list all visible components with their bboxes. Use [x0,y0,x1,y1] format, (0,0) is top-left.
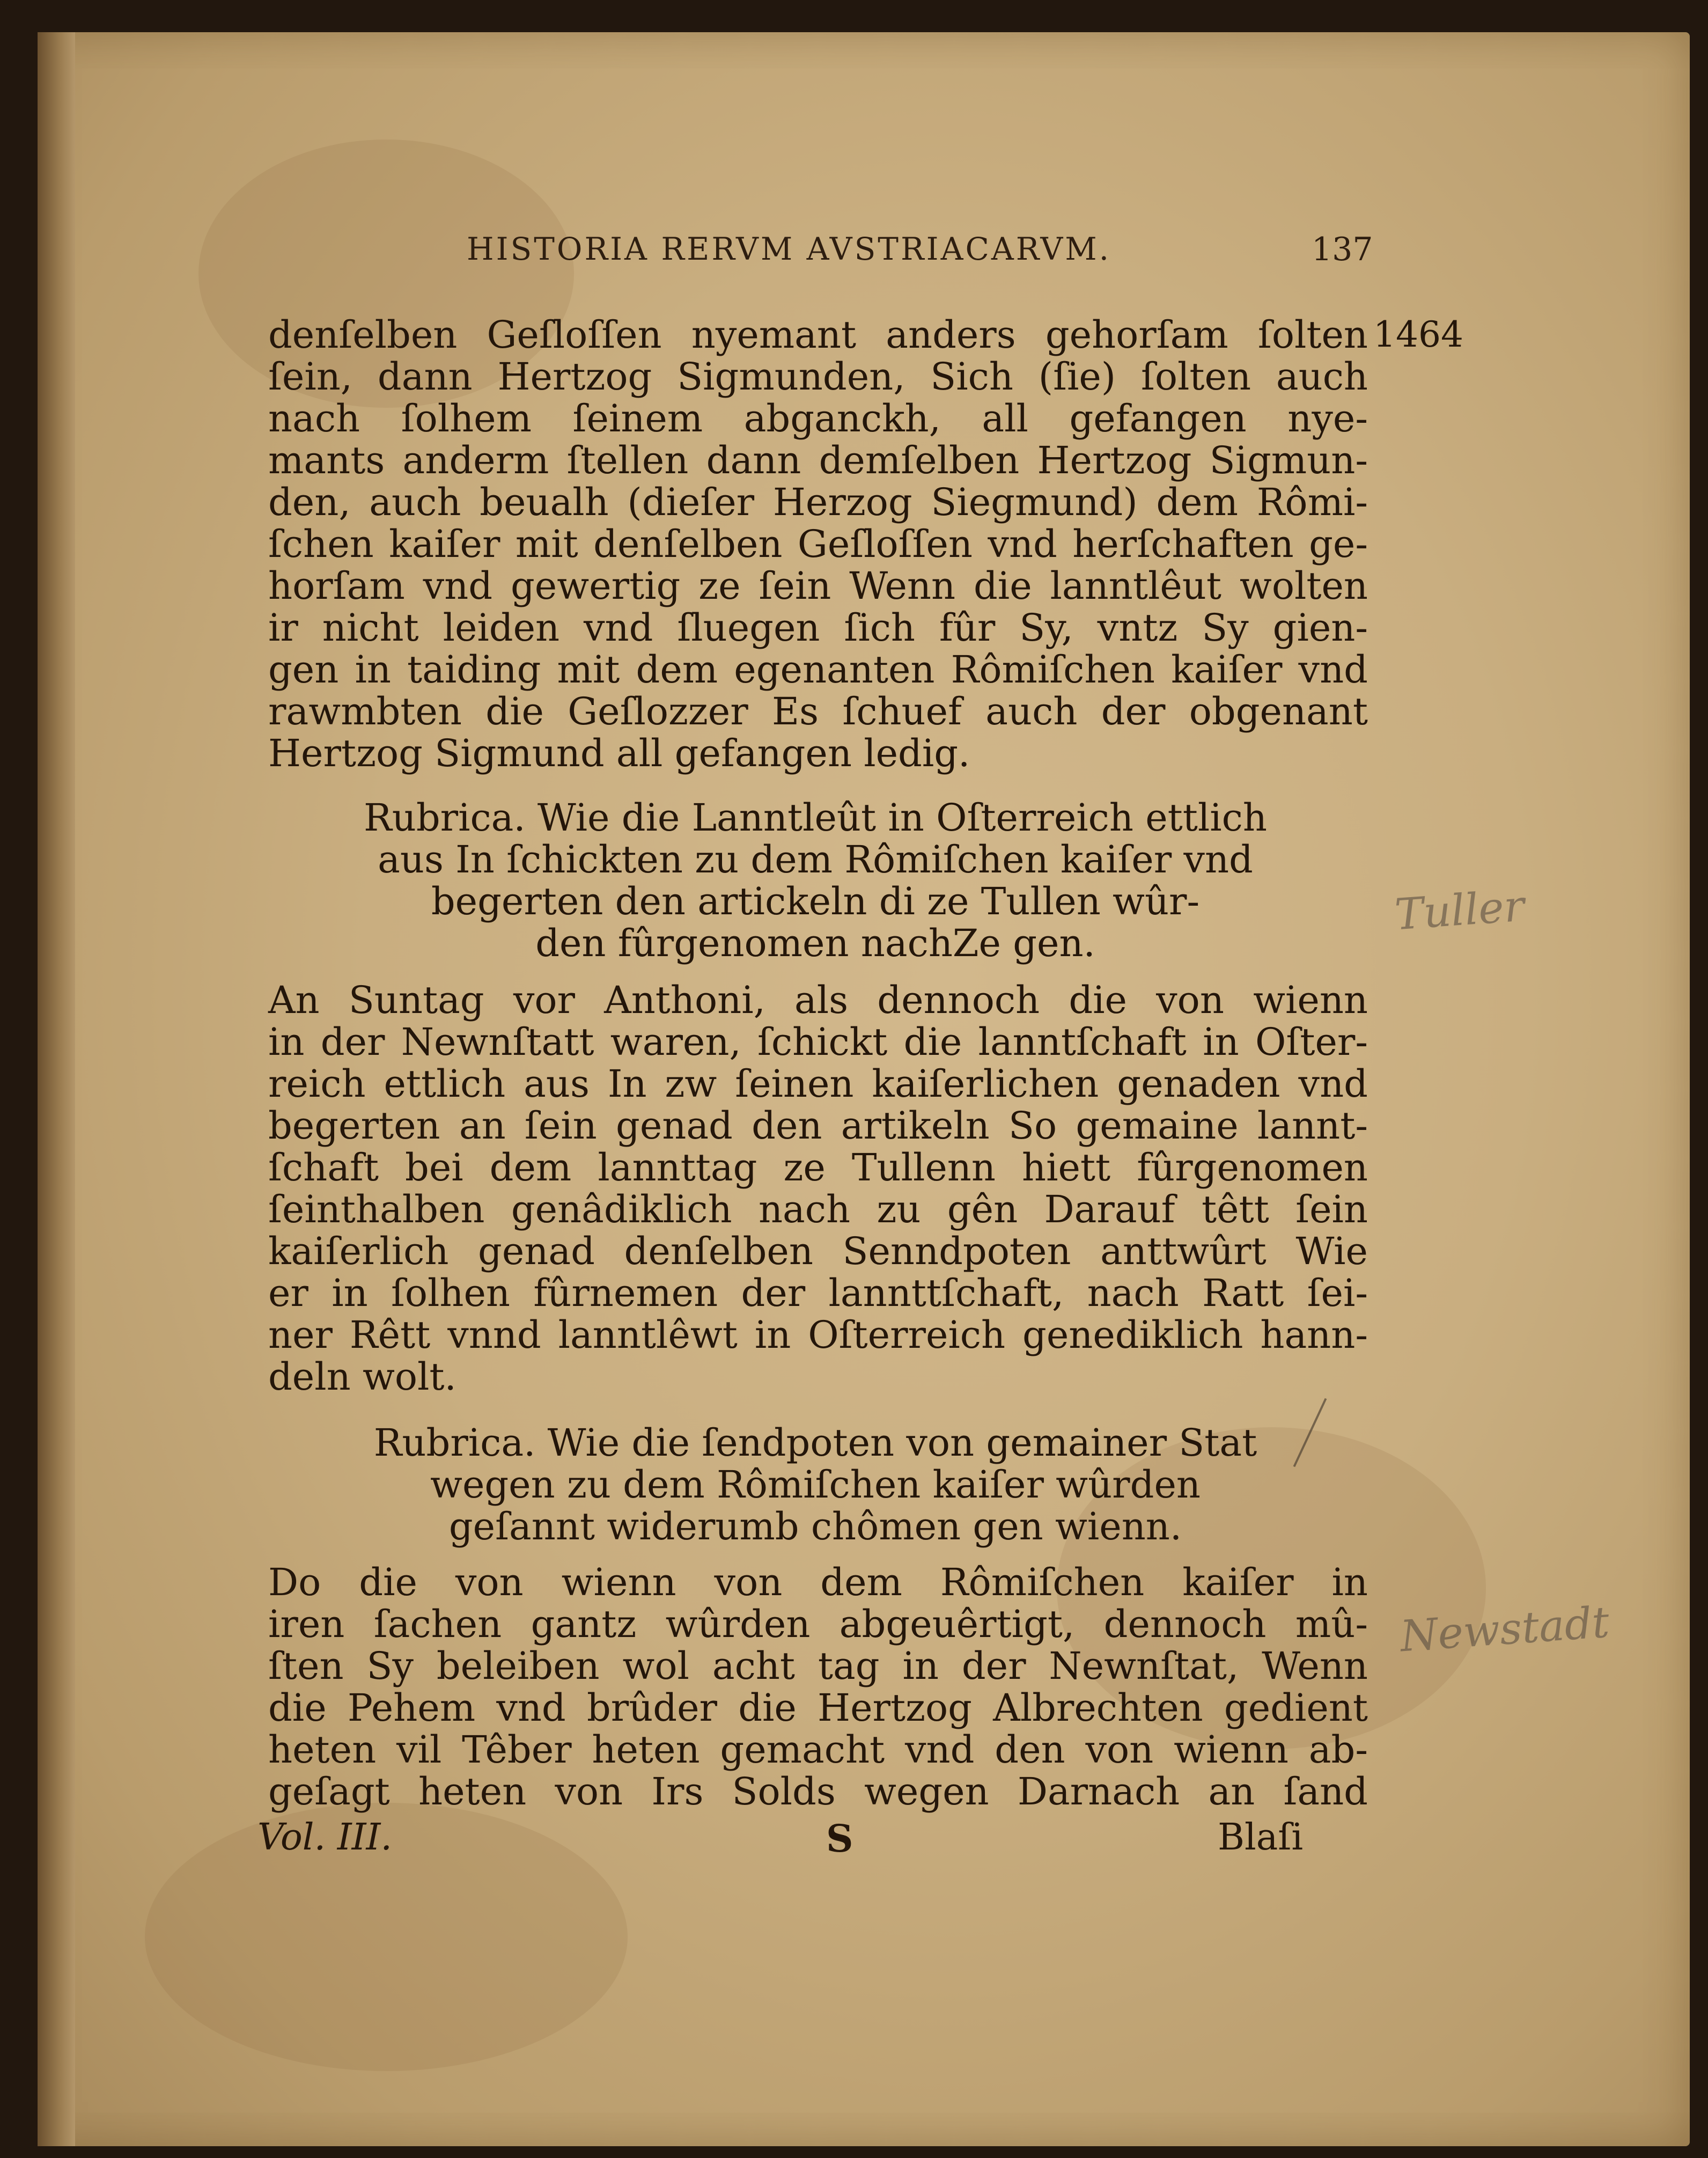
text-line: Hertzog Sigmund all gefangen ledig. [268,731,970,775]
text-line: geſagt heten von Irs Solds wegen Darnach an ſand [268,1770,1368,1814]
signature-mark: S [826,1816,853,1861]
pencil-note-tullen: Tuller [1393,880,1526,940]
text-line: ſchen kaiſer mit denſelben Geſloſſen vnd herſchaften ge- [268,522,1368,566]
rubric-line: geſannt widerumb chômen gen wienn. [448,1504,1182,1548]
rubric-line: den fûrgenomen nachZe gen. [535,921,1095,965]
text-line: deln wolt. [268,1355,457,1399]
text-line: mants anderm ſtellen dann demſelben Hertzog Sigmun- [268,438,1368,482]
catchword: Blaſi [1218,1816,1304,1859]
text-line: gen in taiding mit dem egenanten Rômiſchen kaiſer vnd [268,648,1368,692]
text-line: horſam vnd gewertig ze ſein Wenn die lanntlêut wolten [268,564,1368,608]
text-line: ſten Sy beleiben wol acht tag in der Newnſtat, Wenn [268,1644,1368,1688]
rubric-line: Rubrica. Wie die ſendpoten von gemainer Stat [373,1421,1257,1465]
volume-label: Vol. III. [257,1816,392,1859]
text-line: in der Newnſtatt waren, ſchickt die lanntſchaft in Oſter- [268,1020,1368,1064]
text-line: An Suntag vor Anthoni, als dennoch die von wienn [268,978,1368,1022]
text-line: nach ſolhem ſeinem abganckh, all gefangen nye- [268,397,1368,441]
text-line: kaiſerlich genad denſelben Senndpoten anttwûrt Wie [268,1229,1368,1273]
text-line: rawmbten die Geſlozzer Es ſchuef auch der obgenant [268,689,1368,733]
text-line: ſein, dann Hertzog Sigmunden, Sich (ſie) ſolten auch [268,355,1368,399]
text-line: ir nicht leiden vnd ſluegen ſich fûr Sy, vntz Sy gien- [268,606,1368,650]
binding-gutter [38,32,75,2146]
text-line: ner Rêtt vnnd lanntlêwt in Oſterreich genediklich hann- [268,1313,1368,1357]
rubric-line: aus In ſchickten zu dem Rômiſchen kaiſer vnd [378,838,1253,882]
rubric-line: begerten den artickeln di ze Tullen wûr- [431,879,1200,923]
text-line: ſchaft bei dem lannttag ze Tullenn hiett fûrgenomen [268,1146,1368,1190]
text-line: er in ſolhen fûrnemen der lannttſchaft, nach Ratt ſei- [268,1271,1368,1315]
text-line: begerten an ſein genad den artikeln So gemaine lannt- [268,1104,1368,1148]
text-line: den, auch beualh (dieſer Herzog Siegmund) dem Rômi- [268,480,1368,524]
text-line: heten vil Têber heten gemacht vnd den von wienn ab- [268,1728,1368,1772]
running-title: HISTORIA RERVM AVSTRIACARVM. [467,231,1111,267]
rubric-line: wegen zu dem Rômiſchen kaiſer wûrden [430,1463,1201,1507]
page-number: 137 [1312,231,1373,268]
text-line: die Pehem vnd brûder die Hertzog Albrechten gedient [268,1686,1368,1730]
rubric-line: Rubrica. Wie die Lanntleût in Oſterreich ettlich [364,796,1267,840]
pencil-note-newstadt: Newstadt [1398,1597,1611,1662]
text-line: reich ettlich aus In zw ſeinen kaiſerlichen genaden vnd [268,1062,1368,1106]
text-line: denſelben Geſloſſen nyemant anders gehorſam ſolten [268,313,1368,357]
margin-year: 1464 [1373,314,1463,355]
text-line: Do die von wienn von dem Rômiſchen kaiſer in [268,1560,1368,1604]
text-line: ſeinthalben genâdiklich nach zu gên Darauf têtt ſein [268,1187,1368,1231]
text-line: iren ſachen gantz wûrden abgeuêrtigt, dennoch mû- [268,1602,1368,1646]
